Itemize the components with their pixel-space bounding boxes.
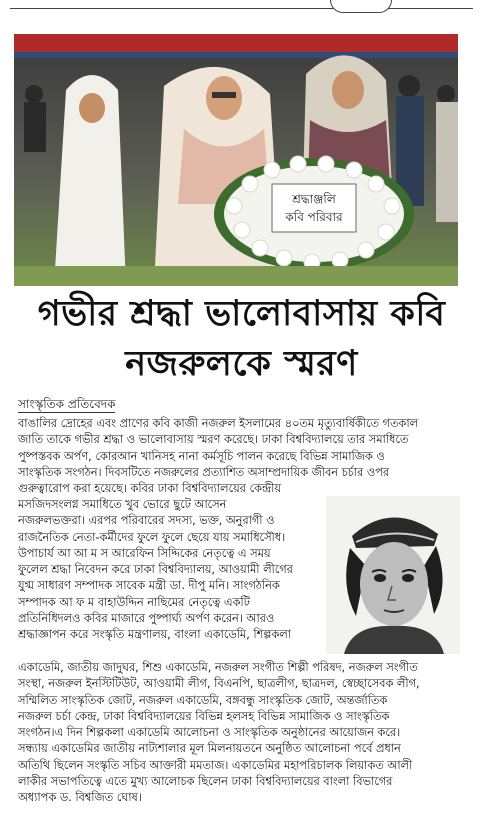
body-text-top (18, 416, 464, 497)
body-line: নজরুল চর্চা কেন্দ্র, ঢাকা বিশ্ববিদ্যালয়ের বিভিন্ন হলসহ বিভিন্ন সামাজিক ও সাংস্কৃতিক (18, 709, 390, 723)
body-line: মসজিদসংলগ্ন সমাধিতে খুব ভোরে ছুটে আসেন (18, 498, 227, 511)
headline-line-2: নজরুলকে স্মরণ (125, 344, 358, 384)
body-line: সম্পাদক আ ফ ম বাহাউদ্দিন নাছিমের নেতৃত্বে একটি (18, 595, 250, 609)
body-line: উপাচার্য আ আ ম স আরেফিন সিদ্দিকের নেতৃত্বে এ সময় (18, 546, 271, 560)
lead-photo (14, 34, 458, 286)
body-line: সন্ধ্যায় একাডেমির জাতীয় নাট্যশালার মূল মিলনায়তনে অনুষ্ঠিত আলোচনা পর্বে প্রধান (18, 742, 401, 756)
body-line: প্রতিনিধিদলও কবির মাজারে পুষ্পার্ঘ্য অর্পণ করেন। আরও (18, 612, 275, 626)
body-line: যুগ্ম সাধারণ সম্পাদক সাবেক মন্ত্রী ডা. দীপু মনি। সাংগঠনিক (18, 579, 280, 593)
body-line: লাকীর সভাপতিত্বে এতে মুখ্য আলোচক ছিলেন ঢাকা বিশ্ববিদ্যালয়ের বাংলা বিভাগের (18, 775, 393, 789)
page-tab-notch (330, 0, 392, 13)
wreath-label-2: কবি পরিবার (285, 210, 343, 224)
body-line: জাতি তাকে গভীর শ্রদ্ধা ও ভালোবাসায় স্মরণ করেছে। ঢাকা বিশ্ববিদ্যালয়ে তার সমাধিতে (18, 433, 409, 447)
body-line: ফুলেল শ্রদ্ধা নিবেদন করে ঢাকা বিশ্ববিদ্যালয়, আওয়ামী লীগের (18, 563, 293, 577)
body-line: অধ্যাপক ড. বিশ্বজিত ঘোষ। (18, 791, 142, 805)
body-text-bottom (18, 660, 464, 807)
body-line: গুরুত্বারোপ করা হয়েছে। কবির ঢাকা বিশ্ববিদ্যালয়ের কেন্দ্রীয় (18, 482, 281, 496)
wreath-label-1: শ্রদ্ধাঞ্জলি (292, 192, 336, 206)
byline: সাংস্কৃতিক প্রতিবেদক (18, 397, 116, 411)
headline-line-1: গভীর শ্রদ্ধা ভালোবাসায় কবি (37, 294, 446, 334)
body-line: সম্মিলিত সাংস্কৃতিক জোট, নজরুল একাডেমি, বঙ্গবন্ধু সাংস্কৃতিক জোট, অন্তর্জাতিক (18, 693, 388, 707)
body-line: শ্রদ্ধাজ্ঞাপন করে সংস্কৃতি মন্ত্রণালয়, বাংলা একাডেমি, শিল্পকলা (18, 628, 291, 642)
body-line: সংস্থা, নজরুল ইনস্টিটিউট, আওয়ামী লীগ, বিএনপি, ছাত্রলীগ, ছাত্রদল, স্বেচ্ছাসেবক লীগ, (18, 677, 420, 691)
body-line: নজরুলভক্তরা। এরপর পরিবারের সদস্য, ভক্ত, অনুরাগী ও (18, 514, 275, 528)
body-line: সাংস্কৃতিক সংগঠন। দিবসটিতে নজরুলের প্রত্যাশিত অসাম্প্রদায়িক জীবন চর্চার ওপর (18, 465, 390, 479)
body-line: অতিথি ছিলেন সংস্কৃতি সচিব আক্তারী মমতাজ। একাডেমির মহাপরিচালক লিয়াকত আলী (18, 758, 413, 772)
body-line: একাডেমি, জাতীয় জাদুঘর, শিশু একাডেমি, নজরুল সংগীত শিল্পী পরিষদ, নজরুল সংগীত (18, 661, 418, 674)
body-line: সংগঠন।এ দিন শিল্পকলা একাডেমি আলোচনা ও সাংস্কৃতিক অনুষ্ঠানের আয়োজন করে। (18, 726, 401, 740)
top-rule (10, 8, 473, 9)
body-line: বাঙালির দ্রোহের এবং প্রাণের কবি কাজী নজরুল ইসলামের ৪০তম মৃত্যুবার্ষিকীতে গতকাল (18, 417, 419, 430)
body-line: পুষ্পস্তবক অর্পণ, কোরআন খানিসহ নানা কর্মসূচি পালন করেছে বিভিন্ন সামাজিক ও (18, 449, 385, 463)
body-text-beside-portrait (18, 497, 316, 644)
poet-portrait (326, 496, 460, 654)
body-line: রাজনৈতিক নেতা-কর্মীদের ফুলে ফুলে ছেয়ে যায় সমাধিসৌধ। (18, 530, 286, 544)
